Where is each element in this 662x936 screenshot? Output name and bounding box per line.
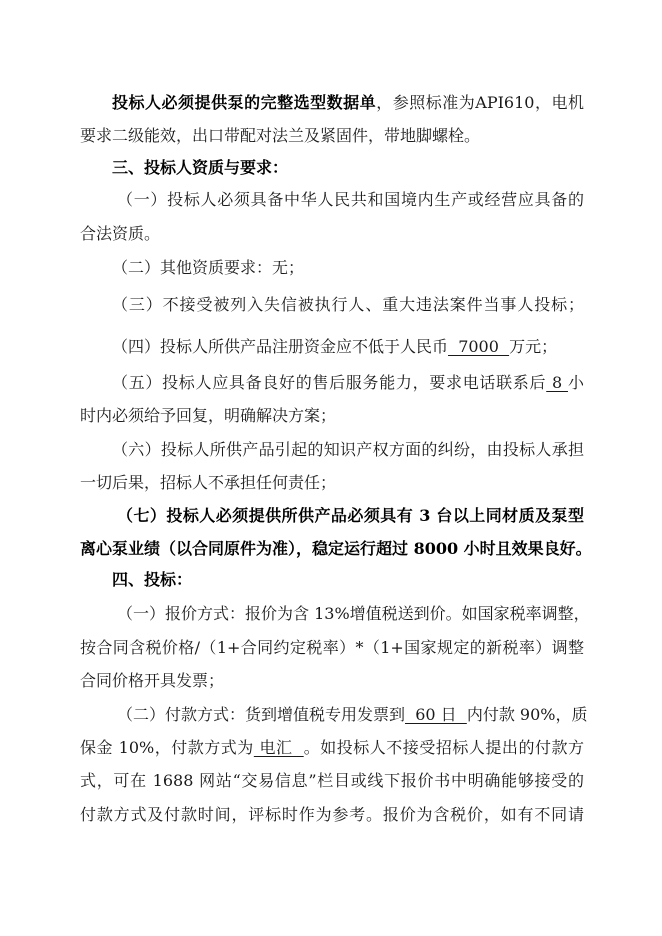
text-line [80,804,584,826]
text-line [112,294,584,316]
text-line [80,538,592,560]
text-segment: 合同价格开具发票； [80,671,225,690]
text-segment: （一）报价方式：报价为含 13%增值税送到价。如国家税率调整， [117,604,590,623]
text-line [80,737,584,759]
text-line [112,157,288,179]
text-segment: （五）投标人应具备良好的售后服务能力，要求电话联系后 [112,373,547,392]
text-segment: （六）投标人所供产品引起的知识产权方面的纠纷，由投标人承担 [112,440,584,459]
text-line [112,439,584,461]
text-line [112,569,192,591]
bold-text: 离心泵业绩（以合同原件为准），稳定运行超过 8000 小时且效果良好。 [80,539,592,558]
text-segment: 一切后果，招标人不承担任何责任； [80,473,337,492]
text-segment: 。如投标人不接受招标人提出的付款方 [303,738,584,757]
bold-text: 四、投标： [112,570,193,589]
filled-blank: 8 [546,373,568,392]
text-line [112,257,304,279]
text-segment: 要求二级能效，出口带配对法兰及紧固件，带地脚螺栓。 [80,126,481,145]
text-line [80,125,480,147]
filled-blank: 电汇 [253,738,304,757]
text-line [80,770,584,792]
text-segment: 保金 10%，付款方式为 [80,738,254,757]
text-line [117,505,584,527]
text-segment: ，参照标准为API610，电机 [376,93,584,112]
text-line [117,704,588,726]
bold-text: 三、投标人资质与要求： [112,158,289,177]
text-segment: （二）其他资质要求：无； [112,258,305,277]
text-segment: 内付款 90%，质 [466,705,588,724]
bold-text: （七）投标人必须提供所供产品必须具有 3 台以上同材质及泵型 [117,506,584,525]
text-segment: 按合同含税价格/（1+合同约定税率）*（1+国家规定的新税率）调整 [80,638,584,657]
text-segment: 时内必须给予回复，明确解决方案； [80,406,337,425]
text-segment: （一）投标人必须具备中华人民共和国境内生产或经营应具备的 [117,190,584,209]
bold-text: 投标人必须提供泵的完整选型数据单 [112,93,377,112]
text-segment: 付款方式及付款时间，评标时作为参考。报价为含税价，如有不同请 [80,805,584,824]
text-line [80,405,336,427]
text-segment: （二）付款方式：货到增值税专用发票到 [117,705,406,724]
text-line [112,336,557,358]
text-line [80,637,584,659]
text-line [117,189,584,211]
text-line [112,372,584,394]
text-segment: 式，可在 1688 网站“交易信息”栏目或线下报价书中明确能够接受的 [80,771,584,790]
text-segment: （三）不接受被列入失信被执行人、重大违法案件当事人投标； [112,295,584,314]
text-line [80,472,336,494]
filled-blank: 60 日 [405,705,467,724]
text-segment: 合法资质。 [80,224,161,243]
text-line [112,92,584,114]
filled-blank: 7000 [448,337,510,356]
text-line [117,603,590,625]
text-segment: 万元； [509,337,558,356]
text-segment: 小 [567,373,584,392]
text-segment: （四）投标人所供产品注册资金应不低于人民币 [112,337,449,356]
text-line [80,223,160,245]
text-line [80,670,224,692]
